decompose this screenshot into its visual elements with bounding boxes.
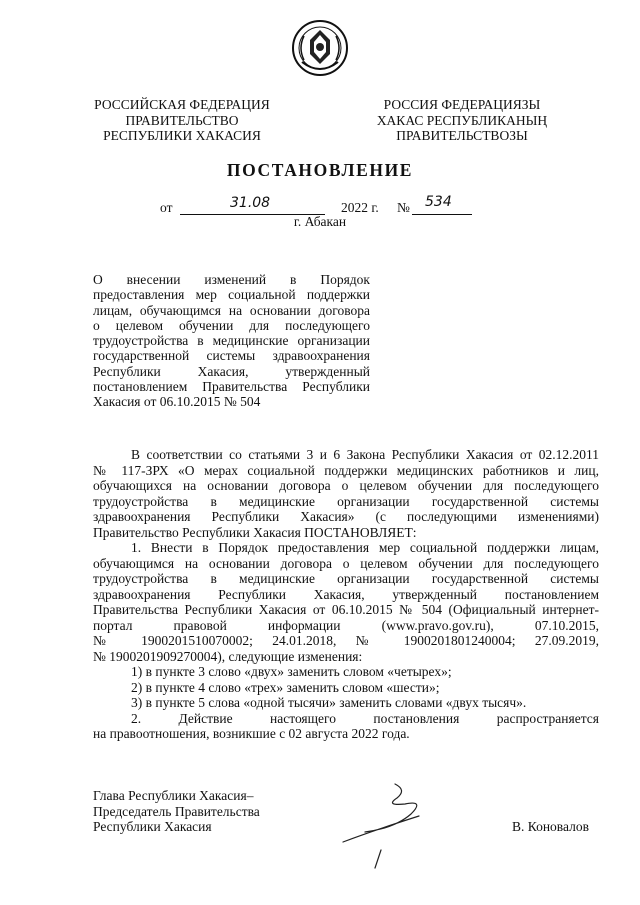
body-line: здравоохранения Республики Хакасия, утвержденный постановлением: [93, 586, 599, 602]
handwritten-date: 31.08: [230, 195, 271, 211]
date-prefix: от: [160, 200, 173, 215]
header-right-khakas: [362, 97, 562, 144]
subject-line: Хакасия от 06.10.2015 № 504: [93, 394, 261, 410]
body-line: № 1900201909270004), следующие изменения:: [93, 648, 363, 664]
body-line: трудоустройства в медицинские организации государственной системы: [93, 493, 599, 509]
body-line: портал правовой информации (www.pravo.gov.ru), 07.10.2015,: [93, 617, 599, 633]
number-label: №: [397, 200, 410, 215]
header-left-line-1: РОССИЙСКАЯ ФЕДЕРАЦИЯ: [94, 97, 270, 112]
header-right-line-1: РОССИЯ ФЕДЕРАЦИЯЗЫ: [383, 97, 541, 112]
subject-line: государственной системы здравоохранения: [93, 348, 370, 364]
handwritten-signature-icon: [335, 780, 445, 870]
signatory-name: В. Коновалов: [512, 819, 589, 834]
body-line: обучающимся на основании договора о целевом обучении для последующего: [93, 555, 599, 571]
body-line: здравоохранения Республики Хакасия» (с последующими изменениями): [93, 509, 599, 524]
signatory-position-line: Глава Республики Хакасия–: [93, 788, 254, 803]
header-right-line-2: ХАКАС РЕСПУБЛИКАНЫҢ: [376, 112, 548, 128]
coat-of-arms-emblem-icon: [290, 18, 350, 78]
subject-line: предоставления мер социальной поддержки: [93, 287, 370, 303]
subject-line: Республики Хакасия, утвержденный: [93, 363, 370, 379]
body-line: Правительства Республики Хакасия от 06.10.2015 № 504 (Официальный интернет-: [93, 602, 599, 617]
body-line: на правоотношения, возникшие с 02 августа 2022 года.: [93, 726, 410, 741]
date-year: 2022 г.: [341, 200, 379, 215]
body-line: 1. Внести в Порядок предоставления мер социальной поддержки лицам,: [131, 540, 599, 555]
body-line: обучающихся на основании договора о целевом обучении для последующего: [93, 478, 599, 493]
change-item: 2) в пункте 4 слово «трех» заменить словом «шести»;: [131, 679, 440, 695]
body-line: № 117-ЗРХ «О мерах социальной поддержки медицинских работников и лиц,: [93, 462, 599, 478]
signatory-position-line: Республики Хакасия: [93, 819, 212, 834]
signatory-position: [93, 788, 260, 835]
subject-line: о целевом обучении для последующего: [93, 317, 370, 333]
change-item: 3) в пункте 5 слова «одной тысячи» заменить словами «двух тысяч».: [131, 695, 527, 710]
header-left-russian: [82, 97, 282, 144]
subject-line: постановлением Правительства Республики: [93, 379, 370, 395]
body-line: В соответствии со статьями 3 и 6 Закона Республики Хакасия от 02.12.2011: [131, 447, 599, 462]
header-left-line-3: РЕСПУБЛИКИ ХАКАСИЯ: [103, 128, 261, 143]
change-item: 1) в пункте 3 слово «двух» заменить словом «четырех»;: [131, 664, 452, 679]
header-left-line-2: ПРАВИТЕЛЬСТВО: [125, 112, 239, 128]
document-title: ПОСТАНОВЛЕНИЕ: [226, 160, 414, 180]
body-line: 2. Действие настоящего постановления распространяется: [131, 710, 599, 726]
city-line: г. Абакан: [293, 214, 347, 229]
body-line: Правительство Республики Хакасия ПОСТАНОВЛЯЕТ:: [93, 524, 417, 540]
subject-block: [93, 272, 370, 410]
header-right-line-3: ПРАВИТЕЛЬСТВОЗЫ: [396, 128, 528, 143]
body-line: № 1900201510070002; 24.01.2018, № 1900201801240004; 27.09.2019,: [93, 633, 599, 648]
subject-line: трудоустройства в медицинские организации: [93, 333, 370, 349]
subject-line: лицам, обучающимся на основании договора: [93, 302, 370, 318]
body-line: трудоустройства в медицинские организации государственной системы: [93, 571, 599, 586]
signatory-position-line: Председатель Правительства: [93, 803, 260, 819]
handwritten-number: 534: [425, 194, 452, 210]
document-body: [93, 447, 599, 742]
subject-line: О внесении изменений в Порядок: [93, 272, 370, 287]
